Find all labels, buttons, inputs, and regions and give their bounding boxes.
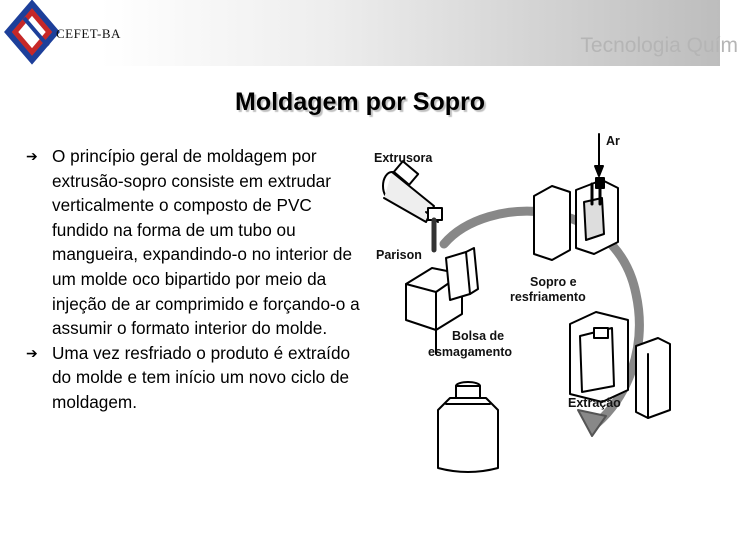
bullet-text: Uma vez resfriado o produto é extraído do molde e tem início um novo ciclo de moldagem. — [52, 342, 351, 412]
logo-text: CEFET-BA — [56, 26, 121, 41]
label-parison: Parison — [376, 248, 422, 262]
label-esmagamento: esmagamento — [428, 345, 513, 359]
bullet-item — [26, 341, 362, 415]
cefet-logo — [4, 2, 128, 64]
arrow-bullet-icon: ➔ — [26, 344, 38, 361]
label-resfriamento: resfriamento — [510, 290, 586, 304]
bullet-text: O princípio geral de moldagem por extrusão-sopro consiste em extrudar verticalmente o composto de PVC fundido na forma de um tubo ou mangueira, expandindo-o no interior de um molde oco bipartido por meio da injeção de ar comprimido e forçando-o a assumir o formato interior do molde. — [52, 146, 360, 339]
label-bolsa: Bolsa de — [452, 329, 505, 343]
bullet-item — [26, 144, 362, 341]
label-extrusora: Extrusora — [374, 151, 433, 165]
header-title: Tecnologia Quím — [580, 34, 738, 57]
blow-molding-diagram — [366, 124, 706, 474]
slide-header — [0, 0, 738, 66]
blow-mold-icon — [534, 134, 618, 260]
label-extracao: Extração — [568, 396, 621, 410]
extruder-icon — [383, 161, 442, 250]
arrow-bullet-icon: ➔ — [26, 148, 38, 164]
bottle-icon — [438, 382, 498, 472]
slide-title: Moldagem por Sopro — [235, 88, 485, 116]
bullet-list — [26, 144, 362, 415]
label-ar: Ar — [606, 134, 620, 148]
label-sopro: Sopro e — [530, 275, 577, 289]
